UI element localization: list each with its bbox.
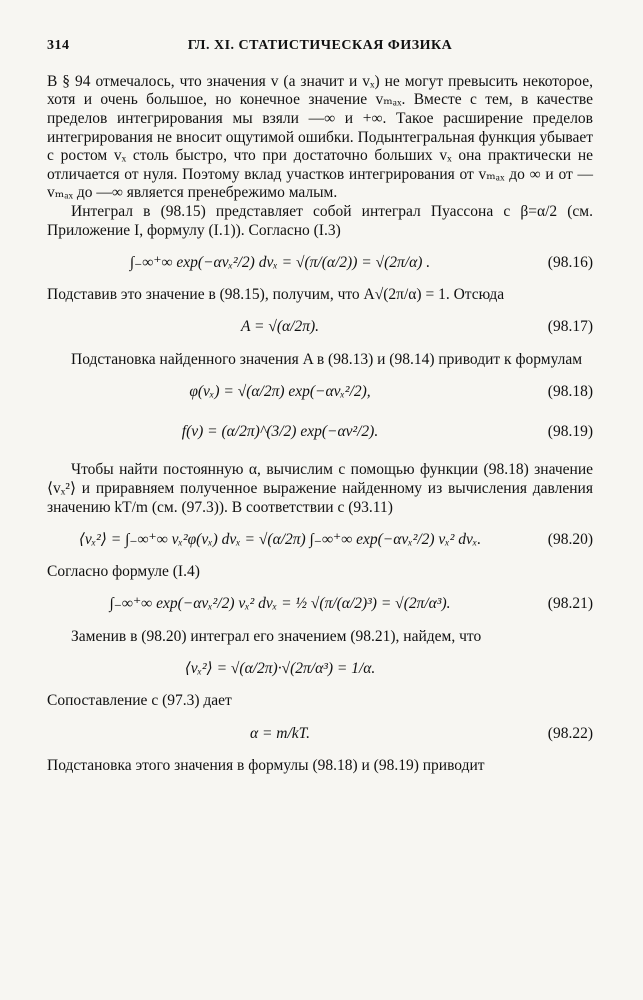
equation-number: (98.19)	[547, 423, 593, 441]
equation-body: f(v) = (α/2π)^(3/2) exp(−αv²/2).	[181, 423, 379, 441]
running-header	[47, 38, 593, 55]
paragraph-2: Интеграл в (98.15) представляет собой интеграл Пуассона с β=α/2 (см. Приложение I, формулу (I.1)). Согласно (I.3)	[47, 202, 593, 239]
equation-98-21	[47, 588, 593, 622]
equation-body: α = m/kT.	[249, 724, 311, 742]
equation-number: (98.18)	[547, 383, 593, 401]
equation-body: ∫₋∞⁺∞ exp(−αvₓ²/2) dvₓ = √(π/(α/2)) = √(2π/α) .	[129, 253, 431, 271]
equation-98-16	[47, 246, 593, 280]
chapter-title: ГЛ. XI. СТАТИСТИЧЕСКАЯ ФИЗИКА	[187, 38, 453, 53]
equation-number: (98.16)	[547, 253, 593, 271]
paragraph-4: Подстановка найденного значения A в (98.13) и (98.14) приводит к формулам	[71, 350, 583, 368]
equation-98-17	[47, 311, 593, 345]
paragraph-3: Подставив это значение в (98.15), получим, что A√(2π/α) = 1. Отсюда	[47, 286, 505, 304]
equation-number: (98.17)	[547, 318, 593, 336]
page-number: 314	[47, 38, 70, 53]
equation-98-18	[47, 375, 593, 409]
equation-98-19	[47, 415, 593, 449]
equation-number: (98.20)	[547, 530, 593, 548]
equation-body: φ(vₓ) = √(α/2π) exp(−αvₓ²/2),	[189, 383, 371, 401]
paragraph-5: Чтобы найти постоянную α, вычислим с помощью функции (98.18) значение ⟨vₓ²⟩ и приравняем полученное выражение найденному из вычисления давления значению kT/m (см. (97.3)). В соответствии с (93.11)	[47, 461, 593, 516]
equation-body: ⟨vₓ²⟩ = ∫₋∞⁺∞ vₓ²φ(vₓ) dvₓ = √(α/2π) ∫₋∞⁺∞ exp(−αvₓ²/2) vₓ² dvₓ.	[78, 530, 482, 548]
equation-98-20	[47, 523, 593, 557]
equation-body: A = √(α/2π).	[240, 318, 320, 336]
equation-number: (98.21)	[547, 595, 593, 613]
equation-number: (98.22)	[547, 724, 593, 742]
paragraph-8: Сопоставление с (97.3) дает	[47, 692, 232, 710]
paragraph-6: Согласно формуле (I.4)	[47, 563, 200, 581]
equation-unnumbered	[47, 652, 593, 686]
equation-body: ∫₋∞⁺∞ exp(−αvₓ²/2) vₓ² dvₓ = ½ √(π/(α/2)³) = √(2π/α³).	[109, 595, 451, 613]
page	[47, 38, 593, 775]
equation-98-22	[47, 717, 593, 751]
paragraph-9: Подстановка этого значения в формулы (98.18) и (98.19) приводит	[47, 756, 485, 774]
paragraph-1: В § 94 отмечалось, что значения v (а значит и vₓ) не могут превысить некоторое, хотя и очень большое, но конечное значение vₘₐₓ. Вместе с тем, в качестве пределов интегрирования мы взяли —∞ и +∞. Такое расширение пределов интегрирования не вносит ощутимой ошибки. Подынтегральная функция убывает с ростом vₓ столь быстро, что при достаточно больших vₓ она практически не отличается от нуля. Поэтому вклад участков интегрирования от vₘₐₓ до ∞ и от —vₘₐₓ до —∞ является пренебрежимо малым.	[47, 72, 593, 202]
equation-body: ⟨vₓ²⟩ = √(α/2π)·√(2π/α³) = 1/α.	[184, 660, 376, 677]
paragraph-7: Заменив в (98.20) интеграл его значением (98.21), найдем, что	[71, 627, 482, 645]
